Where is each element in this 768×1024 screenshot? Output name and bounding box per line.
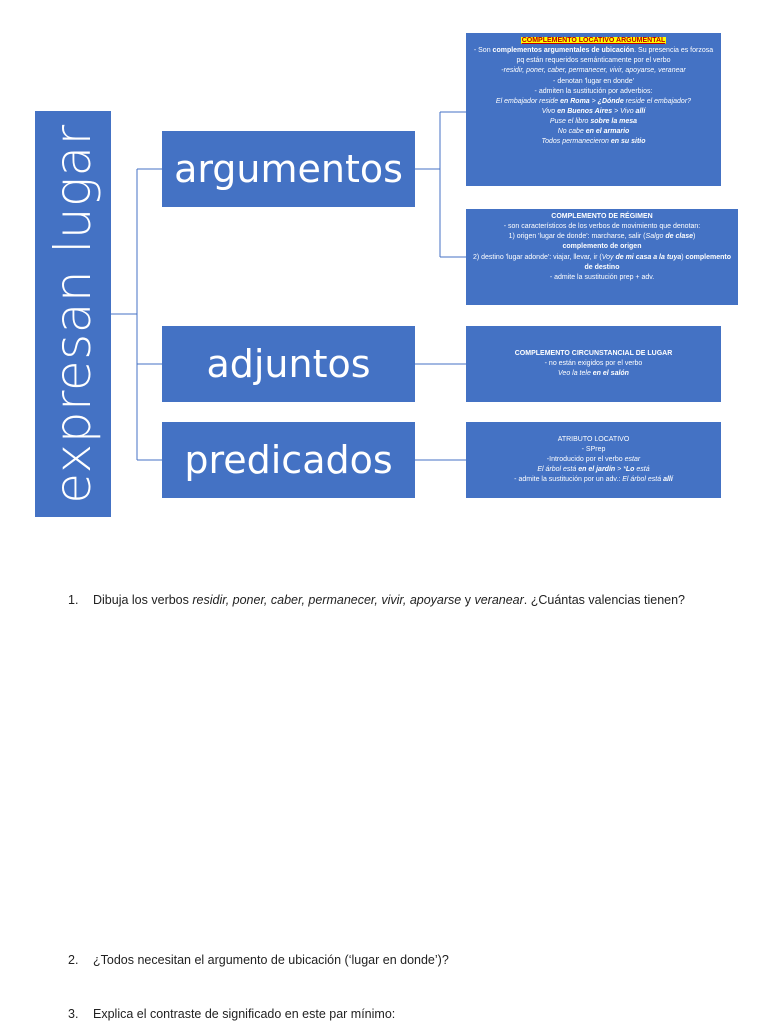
atrib-line-2: -Introducido por el verbo estar bbox=[546, 455, 641, 463]
loc-arg-example-5: Todos permanecieron en su sitio bbox=[541, 138, 646, 146]
loc-arg-line-1: - Son complementos argumentales de ubicación. Su presencia es forzosa pq están requeridos semánticamente por el verbo bbox=[473, 47, 714, 65]
question-text: Explica el contraste de significado en este par mínimo: bbox=[93, 1007, 396, 1021]
circ-example: Veo la tele en el salón bbox=[558, 370, 629, 378]
question-number: 1. bbox=[68, 593, 79, 607]
loc-arg-example-3: Puse el libro sobre la mesa bbox=[549, 118, 638, 126]
regimen-line-3: 2) destino 'lugar adonde': viajar, llevar, ir (Voy de mi casa a la tuya) complemento de destino bbox=[472, 253, 732, 271]
circ-title: COMPLEMENTO CIRCUNSTANCIAL DE LUGAR bbox=[514, 349, 673, 357]
regimen-line-4: - admite la sustitución prep + adv. bbox=[549, 273, 655, 281]
atrib-line-1: - SPrep bbox=[581, 445, 606, 453]
atrib-line-4: - admite la sustitución por un adv.: El árbol está allí bbox=[514, 476, 673, 484]
circ-line-1: - no están exigidos por el verbo bbox=[544, 359, 643, 367]
branch-predicados-label: predicados bbox=[184, 438, 393, 482]
branch-argumentos-label: argumentos bbox=[174, 147, 403, 191]
question-3 bbox=[68, 1005, 723, 1023]
question-1 bbox=[68, 591, 723, 609]
loc-arg-line-4: - admiten la sustitución por adverbios: bbox=[534, 87, 653, 95]
regimen-line-1: - son característicos de los verbos de movimiento que denotan: bbox=[503, 223, 701, 231]
question-text: ¿Todos necesitan el argumento de ubicación (‘lugar en donde’)? bbox=[93, 953, 449, 967]
regimen-title: COMPLEMENTO DE RÉGIMEN bbox=[551, 213, 653, 220]
branch-adjuntos bbox=[162, 326, 415, 402]
question-2 bbox=[68, 951, 723, 969]
loc-arg-example-4: No cabe en el armario bbox=[557, 128, 630, 136]
atrib-example: El árbol está en el jardín > *Lo está bbox=[537, 466, 650, 474]
branch-predicados bbox=[162, 422, 415, 498]
loc-arg-title: COMPLEMENTO LOCATIVO ARGUMENTAL bbox=[521, 37, 666, 44]
branch-argumentos bbox=[162, 131, 415, 207]
loc-arg-example-1: El embajador reside en Roma > ¿Dónde reside el embajador? bbox=[495, 97, 692, 105]
root-node-expresan-lugar bbox=[35, 111, 111, 517]
regimen-line-2: 1) origen 'lugar de donde': marcharse, salir (Salgo de clase) complemento de origen bbox=[508, 233, 696, 251]
box-complemento-de-regimen bbox=[466, 209, 738, 305]
box-atributo-locativo bbox=[466, 422, 721, 498]
loc-arg-line-2: -residir, poner, caber, permanecer, vivir, apoyarse, veranear bbox=[501, 67, 686, 75]
question-number: 2. bbox=[68, 953, 79, 967]
branch-adjuntos-label: adjuntos bbox=[206, 342, 371, 386]
atrib-title: ATRIBUTO LOCATIVO bbox=[557, 435, 630, 443]
loc-arg-example-2: Vivo en Buenos Aires > Vivo allí bbox=[541, 107, 646, 115]
box-complemento-locativo-argumental bbox=[466, 33, 721, 186]
question-number: 3. bbox=[68, 1007, 79, 1021]
root-node-label: expresan lugar bbox=[44, 124, 102, 504]
box-complemento-circunstancial bbox=[466, 326, 721, 402]
question-text: Dibuja los verbos residir, poner, caber, permanecer, vivir, apoyarse y veranear. ¿Cuántas valencias tienen? bbox=[93, 593, 686, 607]
loc-arg-line-3: - denotan 'lugar en donde' bbox=[553, 77, 634, 85]
